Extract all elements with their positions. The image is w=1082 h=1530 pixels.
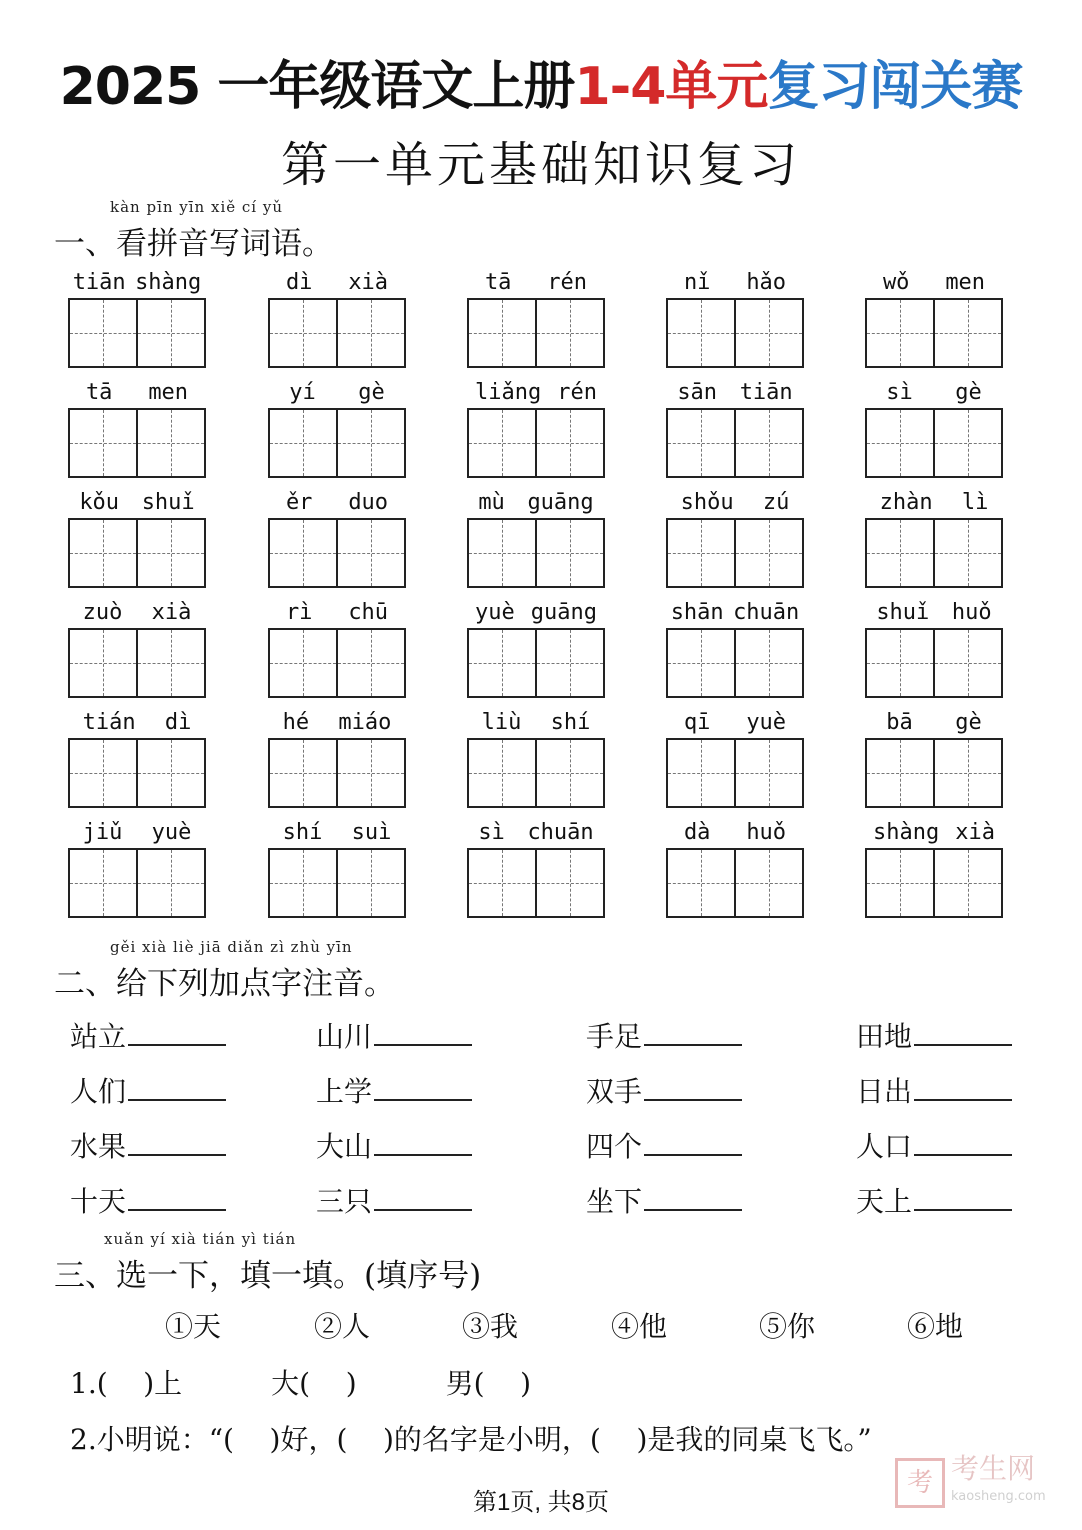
pinyin-syllable: shān	[670, 600, 724, 625]
dotted-word: 坐下	[586, 1185, 643, 1218]
pinyin-syllable: liù	[481, 710, 522, 735]
writing-box[interactable]	[338, 848, 406, 918]
dotted-word: 水果	[70, 1130, 127, 1163]
pinyin-syllable: tián	[82, 710, 136, 735]
writing-box[interactable]	[865, 628, 935, 698]
writing-box[interactable]	[935, 518, 1003, 588]
pinyin-syllable: yuè	[746, 710, 787, 735]
dotted-word-item	[586, 1070, 742, 1110]
writing-box[interactable]	[666, 628, 736, 698]
pinyin-label	[865, 380, 1003, 405]
writing-box[interactable]	[338, 408, 406, 478]
pinyin-syllable: tiān	[72, 270, 126, 295]
writing-box[interactable]	[138, 738, 206, 808]
pinyin-syllable: kǒu	[79, 490, 120, 515]
dotted-word-item	[856, 1015, 1012, 1055]
pinyin-label	[68, 710, 206, 735]
option-item: ④他	[611, 1310, 668, 1343]
pinyin-syllable: shǒu	[680, 490, 734, 515]
option-item: ③我	[462, 1310, 519, 1343]
page-footer: 第1页, 共8页	[472, 1489, 610, 1516]
pinyin-syllable: shuǐ	[141, 490, 195, 515]
pinyin-syllable: tiān	[739, 380, 793, 405]
dotted-word: 上学	[316, 1075, 373, 1108]
dotted-word-item	[70, 1180, 226, 1220]
writing-box[interactable]	[537, 738, 605, 808]
writing-box[interactable]	[935, 738, 1003, 808]
writing-box[interactable]	[467, 518, 537, 588]
writing-box[interactable]	[68, 848, 138, 918]
title-part1: 2025 一年级语文上册	[59, 57, 575, 117]
writing-box[interactable]	[736, 848, 804, 918]
section3-heading: 三、选一下，填一填。(填序号)	[54, 1258, 482, 1294]
page-title	[0, 44, 1082, 119]
dotted-word: 田地	[856, 1020, 913, 1053]
pinyin-label	[268, 600, 406, 625]
option-item: ⑥地	[907, 1310, 964, 1343]
pinyin-syllable: qī	[683, 710, 711, 735]
writing-box[interactable]	[138, 408, 206, 478]
dotted-word: 十天	[70, 1185, 127, 1218]
writing-box[interactable]	[68, 408, 138, 478]
dotted-word-item	[316, 1015, 472, 1055]
answer-blank[interactable]	[374, 1018, 472, 1046]
writing-box[interactable]	[865, 738, 935, 808]
pinyin-syllable: shí	[550, 710, 591, 735]
writing-box[interactable]	[268, 408, 338, 478]
pinyin-label	[666, 710, 804, 735]
writing-box[interactable]	[865, 408, 935, 478]
dotted-word: 大山	[316, 1130, 373, 1163]
writing-box[interactable]	[68, 738, 138, 808]
pinyin-label	[268, 380, 406, 405]
pinyin-label	[865, 710, 1003, 735]
pinyin-label	[467, 820, 605, 845]
answer-blank[interactable]	[128, 1128, 226, 1156]
writing-box[interactable]	[935, 848, 1003, 918]
pinyin-syllable: shuǐ	[876, 600, 930, 625]
pinyin-label	[666, 270, 804, 295]
watermark-url: kaosheng.com	[951, 1489, 1046, 1504]
writing-box[interactable]	[138, 298, 206, 368]
writing-box[interactable]	[467, 298, 537, 368]
writing-box[interactable]	[138, 848, 206, 918]
answer-blank[interactable]	[128, 1018, 226, 1046]
pinyin-syllable: shàng	[135, 270, 202, 295]
pinyin-syllable: chuān	[733, 600, 800, 625]
pinyin-syllable: tā	[85, 380, 113, 405]
writing-box[interactable]	[736, 738, 804, 808]
question-1: 1.( )上 大( ) 男( )	[70, 1367, 532, 1400]
writing-box[interactable]	[935, 628, 1003, 698]
pinyin-syllable: yuè	[475, 600, 515, 625]
pinyin-syllable: hǎo	[746, 270, 787, 295]
pinyin-syllable: bā	[886, 710, 913, 735]
pinyin-syllable: shàng	[873, 820, 940, 845]
writing-box[interactable]	[935, 298, 1003, 368]
pinyin-syllable: lì	[961, 490, 989, 515]
pinyin-syllable: zú	[762, 490, 790, 515]
pinyin-syllable: guāng	[530, 600, 597, 625]
pinyin-syllable: gè	[955, 710, 982, 735]
section1-heading: 一、看拼音写词语。	[54, 226, 333, 262]
pinyin-label	[268, 820, 406, 845]
writing-box[interactable]	[537, 518, 605, 588]
answer-blank[interactable]	[914, 1018, 1012, 1046]
writing-box[interactable]	[338, 298, 406, 368]
pinyin-label	[865, 490, 1003, 515]
dotted-word-item	[70, 1125, 226, 1165]
pinyin-syllable: chū	[348, 600, 389, 625]
dotted-word: 日出	[856, 1075, 913, 1108]
pinyin-syllable: rén	[557, 380, 597, 405]
pinyin-label	[467, 490, 605, 515]
writing-box[interactable]	[268, 298, 338, 368]
answer-blank[interactable]	[914, 1073, 1012, 1101]
pinyin-label	[865, 820, 1003, 845]
section2-pinyin: gěi xià liè jiā diǎn zì zhù yīn	[110, 938, 353, 956]
answer-blank[interactable]	[374, 1128, 472, 1156]
pinyin-label	[666, 380, 804, 405]
pinyin-syllable: hé	[282, 710, 310, 735]
writing-box[interactable]	[736, 628, 804, 698]
pinyin-syllable: zhàn	[879, 490, 933, 515]
writing-box[interactable]	[736, 298, 804, 368]
pinyin-syllable: yuè	[151, 820, 192, 845]
answer-blank[interactable]	[914, 1128, 1012, 1156]
pinyin-syllable: men	[945, 270, 986, 295]
pinyin-syllable: dà	[683, 820, 711, 845]
dotted-word-item	[586, 1015, 742, 1055]
writing-box[interactable]	[68, 628, 138, 698]
pinyin-syllable: men	[148, 380, 189, 405]
dotted-word: 四个	[586, 1130, 643, 1163]
pinyin-label	[68, 380, 206, 405]
dotted-word-item	[70, 1015, 226, 1055]
pinyin-syllable: duo	[348, 490, 389, 515]
dotted-word-item	[586, 1125, 742, 1165]
pinyin-label	[268, 710, 406, 735]
watermark-logo-icon: 考	[895, 1458, 945, 1508]
answer-blank[interactable]	[644, 1073, 742, 1101]
pinyin-syllable: huǒ	[951, 600, 992, 625]
pinyin-label	[268, 490, 406, 515]
watermark-text: 考生网	[951, 1452, 1036, 1485]
writing-box[interactable]	[865, 848, 935, 918]
writing-box[interactable]	[666, 738, 736, 808]
pinyin-syllable: xià	[955, 820, 995, 845]
writing-box[interactable]	[537, 628, 605, 698]
writing-box[interactable]	[138, 628, 206, 698]
writing-box[interactable]	[467, 628, 537, 698]
answer-blank[interactable]	[128, 1183, 226, 1211]
dotted-word-item	[856, 1070, 1012, 1110]
writing-box[interactable]	[467, 738, 537, 808]
dotted-word-item	[586, 1180, 742, 1220]
dotted-word: 站立	[70, 1020, 127, 1053]
dotted-word: 天上	[856, 1185, 913, 1218]
pinyin-syllable: rì	[285, 600, 313, 625]
pinyin-label	[666, 490, 804, 515]
writing-box[interactable]	[268, 518, 338, 588]
dotted-word: 双手	[586, 1075, 643, 1108]
dotted-word-item	[856, 1125, 1012, 1165]
writing-box[interactable]	[666, 518, 736, 588]
pinyin-syllable: miáo	[338, 710, 392, 735]
section3-pinyin: xuǎn yí xià tián yì tián	[104, 1230, 297, 1248]
title-part3: 复习闯关赛	[767, 57, 1023, 117]
writing-box[interactable]	[338, 738, 406, 808]
dotted-word: 手足	[586, 1020, 643, 1053]
pinyin-syllable: wǒ	[882, 270, 910, 295]
writing-box[interactable]	[736, 408, 804, 478]
answer-blank[interactable]	[374, 1073, 472, 1101]
pinyin-syllable: gè	[955, 380, 982, 405]
answer-blank[interactable]	[644, 1018, 742, 1046]
pinyin-label	[68, 270, 206, 295]
pinyin-syllable: nǐ	[683, 270, 711, 295]
dotted-word-item	[70, 1070, 226, 1110]
writing-box[interactable]	[537, 408, 605, 478]
option-item: ①天	[165, 1310, 222, 1343]
writing-box[interactable]	[736, 518, 804, 588]
page-subtitle: 第一单元基础知识复习	[280, 137, 801, 193]
pinyin-syllable: zuò	[82, 600, 123, 625]
dotted-word-item	[856, 1180, 1012, 1220]
pinyin-syllable: yí	[289, 380, 316, 405]
pinyin-syllable: chuān	[527, 820, 594, 845]
pinyin-label	[268, 270, 406, 295]
writing-box[interactable]	[268, 628, 338, 698]
pinyin-label	[68, 490, 206, 515]
answer-blank[interactable]	[374, 1183, 472, 1211]
dotted-word: 三只	[316, 1185, 373, 1218]
pinyin-label	[666, 600, 804, 625]
dotted-word: 人口	[856, 1130, 913, 1163]
pinyin-label	[865, 270, 1003, 295]
section2-heading: 二、给下列加点字注音。	[54, 966, 395, 1002]
pinyin-label	[467, 600, 605, 625]
writing-box[interactable]	[537, 298, 605, 368]
writing-box[interactable]	[865, 298, 935, 368]
pinyin-syllable: sān	[677, 380, 718, 405]
pinyin-syllable: dì	[164, 710, 192, 735]
writing-box[interactable]	[537, 848, 605, 918]
option-item: ②人	[314, 1310, 371, 1343]
pinyin-syllable: suì	[351, 820, 392, 845]
pinyin-label	[666, 820, 804, 845]
pinyin-syllable: xià	[151, 600, 192, 625]
dotted-word: 人们	[70, 1075, 127, 1108]
section1-pinyin: kàn pīn yīn xiě cí yǔ	[110, 198, 283, 216]
dotted-word: 山川	[316, 1020, 373, 1053]
writing-box[interactable]	[865, 518, 935, 588]
pinyin-syllable: liǎng	[475, 380, 542, 405]
writing-box[interactable]	[467, 408, 537, 478]
pinyin-label	[467, 710, 605, 735]
option-item: ⑤你	[759, 1310, 816, 1343]
writing-box[interactable]	[338, 628, 406, 698]
writing-box[interactable]	[138, 518, 206, 588]
pinyin-syllable: ěr	[285, 490, 313, 515]
title-part2: 1-4单元	[574, 57, 768, 117]
pinyin-syllable: tā	[484, 270, 512, 295]
answer-blank[interactable]	[644, 1183, 742, 1211]
answer-blank[interactable]	[914, 1183, 1012, 1211]
pinyin-syllable: gè	[358, 380, 385, 405]
pinyin-label	[467, 380, 605, 405]
writing-box[interactable]	[467, 848, 537, 918]
pinyin-syllable: huǒ	[746, 820, 787, 845]
pinyin-syllable: sì	[478, 820, 505, 845]
pinyin-syllable: mù	[478, 490, 505, 515]
pinyin-label	[68, 600, 206, 625]
pinyin-syllable: sì	[886, 380, 913, 405]
watermark	[895, 1452, 1046, 1511]
writing-box[interactable]	[68, 518, 138, 588]
writing-box[interactable]	[935, 408, 1003, 478]
dotted-word-item	[316, 1070, 472, 1110]
pinyin-syllable: xià	[348, 270, 389, 295]
writing-box[interactable]	[666, 298, 736, 368]
pinyin-label	[865, 600, 1003, 625]
answer-blank[interactable]	[128, 1073, 226, 1101]
writing-box[interactable]	[68, 298, 138, 368]
dotted-word-item	[316, 1180, 472, 1220]
question-2: 2.小明说：“( )好，( )的名字是小明，( )是我的同桌飞飞。”	[70, 1423, 872, 1456]
answer-blank[interactable]	[644, 1128, 742, 1156]
pinyin-syllable: rén	[547, 270, 588, 295]
writing-box[interactable]	[338, 518, 406, 588]
pinyin-syllable: shí	[282, 820, 323, 845]
writing-box[interactable]	[666, 848, 736, 918]
pinyin-syllable: dì	[285, 270, 313, 295]
pinyin-label	[467, 270, 605, 295]
dotted-word-item	[316, 1125, 472, 1165]
writing-box[interactable]	[666, 408, 736, 478]
writing-box[interactable]	[268, 848, 338, 918]
pinyin-label	[68, 820, 206, 845]
pinyin-syllable: guāng	[527, 490, 594, 515]
pinyin-syllable: jiǔ	[82, 820, 123, 845]
writing-box[interactable]	[268, 738, 338, 808]
